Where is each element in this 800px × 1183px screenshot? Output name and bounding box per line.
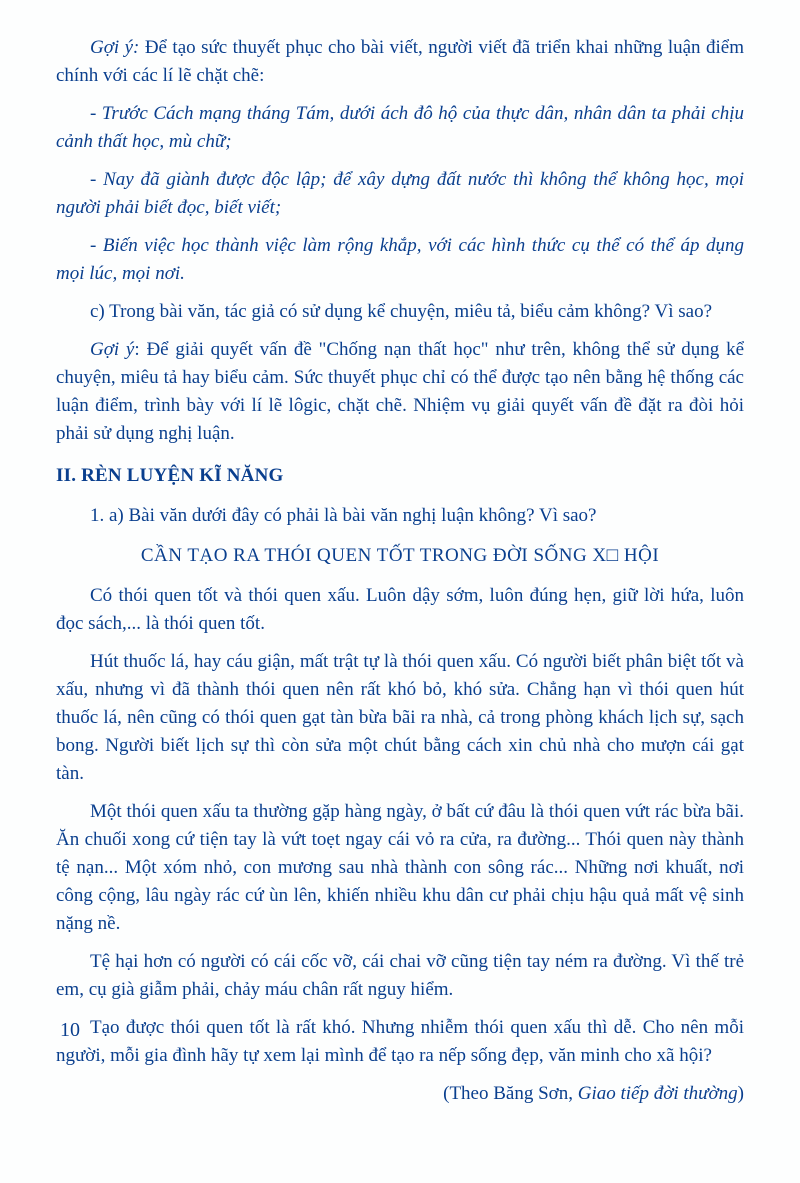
question-c: c) Trong bài văn, tác giả có sử dụng kể chuyện, miêu tả, biểu cảm không? Vì sao? [90,301,713,322]
exercise-1a: 1. a) Bài văn dưới đây có phải là bài văn nghị luận không? Vì sao? [90,505,597,526]
hint-c-label: Gợi ý [90,339,135,360]
hint-label: Gợi ý: [90,37,140,58]
intro-hint-text: Để tạo sức thuyết phục cho bài viết, người viết đã triển khai những luận điểm chính với các lí lẽ chặt chẽ: [56,37,744,86]
argument-point-2: - Nay đã giành được độc lập; để xây dựng đất nước thì không thể không học, mọi người phải biết đọc, biết viết; [56,169,744,218]
article-title: CẦN TẠO RA THÓI QUEN TỐT TRONG ĐỜI SỐNG X□ HỘI [140,545,660,566]
section-heading: II. RÈN LUYỆN KĨ NĂNG [56,465,284,486]
page-number: 10 [60,1019,80,1041]
article-source [56,1080,744,1108]
source-work: Giao tiếp đời thường [577,1083,738,1104]
article-paragraph-5: Tạo được thói quen tốt là rất khó. Nhưng nhiễm thói quen xấu thì dễ. Cho nên mỗi người, mỗi gia đình hãy tự xem lại mình để tạo ra nếp sống đẹp, văn minh cho xã hội? [56,1017,744,1066]
article-paragraph-1: Có thói quen tốt và thói quen xấu. Luôn dậy sớm, luôn đúng hẹn, giữ lời hứa, luôn đọc sách,... là thói quen tốt. [56,585,744,634]
article-paragraph-2: Hút thuốc lá, hay cáu giận, mất trật tự là thói quen xấu. Có người biết phân biệt tốt và xấu, nhưng vì đã thành thói quen nên rất khó bỏ, khó sửa. Chẳng hạn vì thói quen hút thuốc lá, nên cũng có thói quen gạt tàn bừa bãi ra nhà, cả trong phòng khách lịch sự, sạch bong. Người biết lịch sự thì còn sửa một chút bằng cách xin chủ nhà cho mượn cái gạt tàn. [56,651,744,784]
intro-hint-paragraph [56,34,744,90]
argument-point-3: - Biến việc học thành việc làm rộng khắp, với các hình thức cụ thể có thể áp dụng mọi lúc, mọi nơi. [56,235,744,284]
article-paragraph-3: Một thói quen xấu ta thường gặp hàng ngày, ở bất cứ đâu là thói quen vứt rác bừa bãi. Ăn chuối xong cứ tiện tay là vứt toẹt ngay cái vỏ ra cửa, ra đường... Thói quen này thành tệ nạn... Một xóm nhỏ, con mương sau nhà thành con sông rác... Những nơi khuất, nơi công cộng, lâu ngày rác cứ ùn lên, khiến nhiều khu dân cư phải chịu hậu quả mất vệ sinh nặng nề. [56,801,744,934]
argument-point-1: - Trước Cách mạng tháng Tám, dưới ách đô hộ của thực dân, nhân dân ta phải chịu cảnh thất học, mù chữ; [56,103,744,152]
hint-c-text: : Để giải quyết vấn đề "Chống nạn thất học" như trên, không thể sử dụng kể chuyện, miêu tả hay biểu cảm. Sức thuyết phục chỉ có thể được tạo nên bằng hệ thống các luận điểm, trình bày với lí lẽ lôgic, chặt chẽ. Nhiệm vụ giải quyết vấn đề đặt ra đòi hỏi phải sử dụng nghị luận. [56,339,745,444]
source-prefix: (Theo Băng Sơn, [443,1083,578,1104]
source-suffix: ) [737,1083,744,1104]
hint-c-paragraph [56,336,744,448]
article-paragraph-4: Tệ hại hơn có người có cái cốc vỡ, cái chai vỡ cũng tiện tay ném ra đường. Vì thế trẻ em, cụ già giẫm phải, chảy máu chân rất nguy hiểm. [56,951,744,1000]
